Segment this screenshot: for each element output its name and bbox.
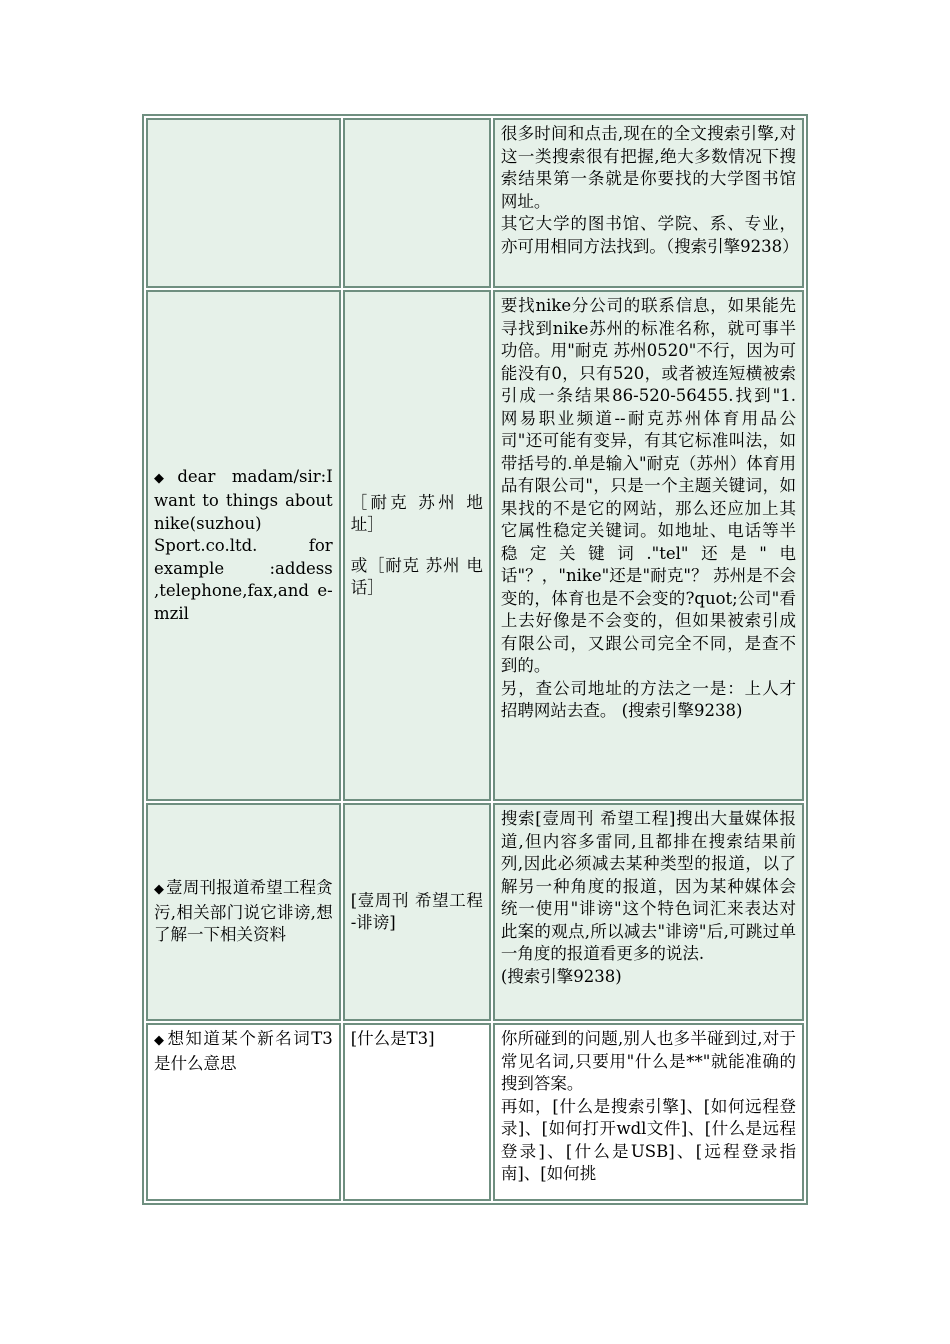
table-row (146, 1023, 804, 1201)
diamond-bullet-icon: ◆ (154, 470, 176, 486)
explanation-paragraph: 很多时间和点击,现在的全文搜索引擎,对这一类搜索很有把握,绝大多数情况下搜索结果第一条就是你要找的大学图书馆网址。 (500, 124, 796, 211)
search-tips-table (142, 114, 808, 1205)
explanation-paragraph: 你所碰到的问题,别人也多半碰到过,对于常见名词,只要用"什么是**"就能准确的搜到答案。 (500, 1029, 796, 1093)
explanation-cell (493, 118, 804, 288)
diamond-bullet-icon: ◆ (154, 882, 165, 898)
table-row (146, 118, 804, 288)
keywords-cell: [壹周刊 希望工程 -诽谤] (343, 803, 491, 1021)
explanation-cell (493, 290, 804, 801)
keywords-cell (343, 290, 491, 801)
question-cell (146, 803, 341, 1021)
question-text: dear madam/sir:I want to things about nike(suzhou) Sport.co.ltd. for example :addess ,telephone,fax,and e-mzil (154, 466, 333, 623)
question-cell (146, 1023, 341, 1201)
explanation-cell (493, 803, 804, 1021)
diamond-bullet-icon: ◆ (154, 1033, 166, 1048)
explanation-paragraph: 再如，[什么是搜索引擎]、[如何远程登录]、[如何打开wdl文件]、[什么是远程登录]、[什么是USB]、[远程登录指南]、[如何挑 (500, 1096, 796, 1183)
question-text: 壹周刊报道希望工程贪污,相关部门说它诽谤,想了解一下相关资料 (154, 878, 333, 945)
explanation-paragraph: (搜索引擎9238) (500, 966, 622, 986)
question-cell (146, 290, 341, 801)
explanation-cell (493, 1023, 804, 1201)
question-cell (146, 118, 341, 288)
keyword-text: 或［耐克 苏州 电话］ (350, 555, 483, 597)
table-row (146, 803, 804, 1021)
explanation-paragraph: 其它大学的图书馆、学院、系、专业，亦可用相同方法找到。（搜索引擎9238） (500, 214, 799, 256)
explanation-paragraph: 搜索[壹周刊 希望工程]搜出大量媒体报道,但内容多雷同,且都排在搜索结果前列,因此必须减去某种类型的报道，以了解另一种角度的报道，因为某种媒体会统一使用"诽谤"这个特色词汇来表达对此案的观点,所以减去"诽谤"后,可跳过单一角度的报道看更多的说法. (500, 809, 796, 963)
explanation-paragraph: 另，查公司地址的方法之一是：上人才招聘网站去查。 (搜索引擎9238) (500, 678, 796, 720)
explanation-paragraph: 要找nike分公司的联系信息，如果能先寻找到nike苏州的标准名称，就可事半功倍。用"耐克 苏州0520"不行，因为可能没有0，只有520，或者被连短横被索引成一条结果86-520-56455.找到"1. 网易职业频道--耐克苏州体育用品公司"还可能有变异，有其它标准叫法，如带括号的.单是输入"耐克（苏州）体育用品有限公司"，只是一个主题关键词，如果找的不是它的网站，那么还应加上其它属性稳定关键词。如地址、电话等半稳定关键词."tel"还是"电话"？，"nike"还是"耐克"？ 苏州是不会变的，体育也是不会变的?quot;公司"看上去好像是不会变的，但如果被索引成有限公司，又跟公司完全不同，是查不到的。 (500, 296, 796, 675)
question-text: 想知道某个新名词T3是什么意思 (154, 1029, 333, 1073)
keyword-text: ［耐克 苏州 地址］ (350, 492, 483, 534)
table-row (146, 290, 804, 801)
keywords-cell: [什么是T3] (343, 1023, 491, 1201)
keywords-cell (343, 118, 491, 288)
